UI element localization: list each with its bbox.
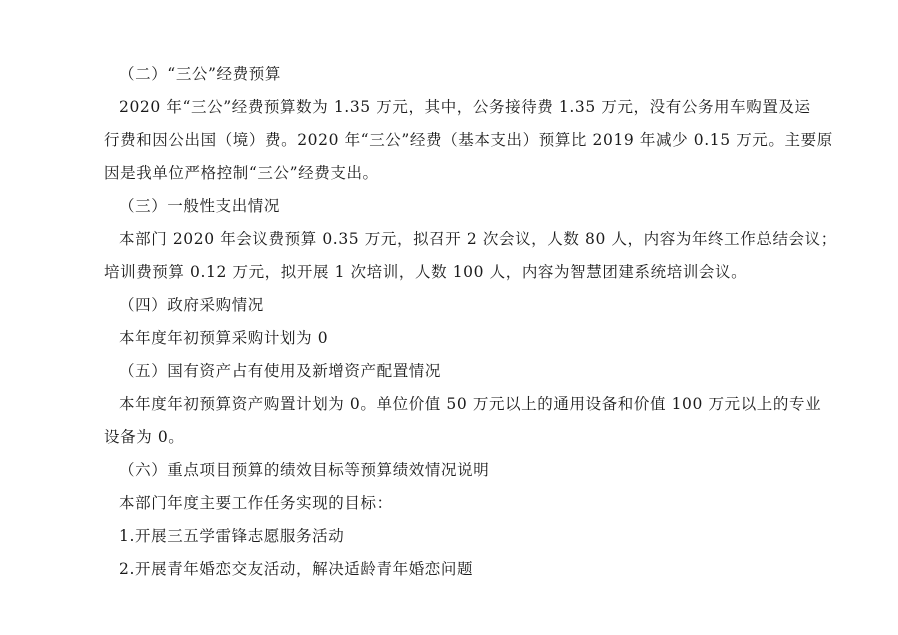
section-heading-government-procurement: （四）政府采购情况 (119, 296, 264, 314)
paragraph-line: 行费和因公出国（境）费。2020 年“三公”经费（基本支出）预算比 2019 年减少 0.15 万元。主要原 (104, 131, 833, 149)
paragraph-line: 培训费预算 0.12 万元，拟开展 1 次培训，人数 100 人，内容为智慧团建系统培训会议。 (104, 263, 748, 281)
list-item: 1.开展三五学雷锋志愿服务活动 (119, 527, 345, 545)
section-heading-three-public-expenses: （二）“三公”经费预算 (119, 65, 281, 83)
section-heading-general-expenses: （三）一般性支出情况 (119, 197, 281, 215)
paragraph-line: 本部门 2020 年会议费预算 0.35 万元，拟召开 2 次会议，人数 80 人，内容为年终工作总结会议； (119, 230, 837, 248)
section-heading-state-assets: （五）国有资产占有使用及新增资产配置情况 (119, 362, 442, 380)
paragraph-line: 本年度年初预算资产购置计划为 0。单位价值 50 万元以上的通用设备和价值 100 万元以上的专业 (119, 395, 822, 413)
list-item: 2.开展青年婚恋交友活动，解决适龄青年婚恋问题 (119, 560, 474, 578)
paragraph-line: 设备为 0。 (104, 428, 185, 446)
paragraph-line: 本部门年度主要工作任务实现的目标： (119, 494, 393, 512)
section-heading-performance-goals: （六）重点项目预算的绩效目标等预算绩效情况说明 (119, 461, 490, 479)
paragraph-line: 2020 年“三公”经费预算数为 1.35 万元，其中，公务接待费 1.35 万元，没有公务用车购置及运 (119, 98, 811, 116)
paragraph-line: 本年度年初预算采购计划为 0 (119, 329, 329, 347)
paragraph-line: 因是我单位严格控制“三公”经费支出。 (104, 164, 379, 182)
